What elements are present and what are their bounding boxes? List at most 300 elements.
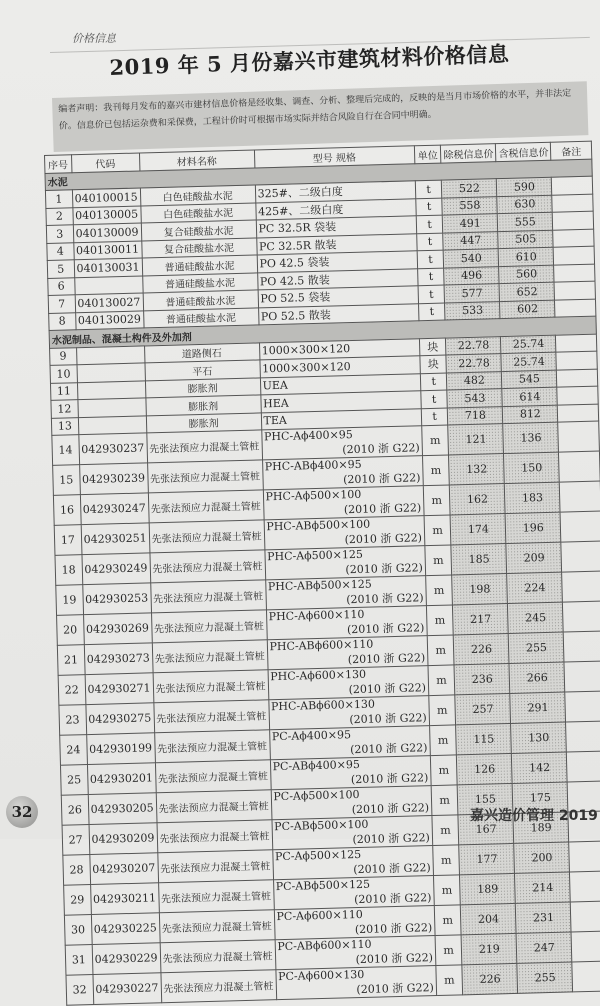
row-no: 7 — [48, 295, 75, 313]
row-price-inc-tax: 130 — [511, 722, 567, 753]
row-name: 先张法预应力混凝土管桩 — [150, 580, 266, 613]
col-name: 材料名称 — [139, 150, 254, 171]
row-note — [571, 931, 600, 962]
group-title: 水泥 — [45, 159, 592, 191]
spec-model: PC 32.5R 散装 — [258, 238, 337, 254]
row-name: 白色硅酸盐水泥 — [140, 202, 255, 223]
spec-model: PO 42.5 袋装 — [259, 255, 330, 271]
row-price-inc-tax: 266 — [509, 662, 565, 693]
spec-standard: (2010 浙 G22) — [352, 831, 431, 847]
row-note — [552, 194, 593, 213]
row-spec — [266, 606, 427, 640]
row-code: 040130011 — [73, 240, 141, 259]
spec-standard: (2010 浙 G22) — [345, 561, 423, 577]
row-code: 042930207 — [89, 853, 158, 885]
spec-standard: (2010 浙 G22) — [346, 591, 424, 607]
row-price-inc-tax: 555 — [498, 212, 553, 231]
row-unit: t — [417, 268, 444, 286]
row-unit: m — [432, 815, 459, 846]
row-no: 31 — [65, 945, 92, 976]
row-no: 13 — [51, 417, 78, 435]
row-price-ex-tax: 491 — [443, 214, 498, 233]
row-note — [554, 264, 595, 283]
row-name: 先张法预应力混凝土管桩 — [157, 820, 273, 853]
row-name: 普通硅酸盐水泥 — [142, 255, 257, 276]
row-no: 15 — [53, 465, 80, 496]
row-no: 23 — [59, 705, 86, 736]
row-price-ex-tax: 522 — [442, 179, 497, 198]
spec-model: PHC-Aϕ600×110 — [268, 607, 365, 624]
row-note — [564, 631, 600, 662]
row-spec — [275, 936, 436, 970]
spec-model: PC-ABϕ600×110 — [277, 937, 372, 954]
row-note — [561, 541, 600, 572]
row-spec — [271, 786, 432, 820]
row-no: 17 — [54, 525, 81, 556]
row-code: 040130009 — [73, 223, 141, 242]
row-name: 先张法预应力混凝土管桩 — [157, 850, 273, 883]
row-unit: m — [431, 785, 458, 816]
row-spec — [262, 456, 423, 490]
spec-standard: (2010 浙 G22) — [354, 921, 433, 937]
row-note — [557, 386, 598, 405]
row-name: 膨胀剂 — [145, 395, 260, 416]
row-price-inc-tax: 812 — [503, 405, 558, 424]
row-price-inc-tax: 560 — [499, 265, 554, 284]
row-price-ex-tax: 482 — [447, 371, 502, 390]
row-name: 普通硅酸盐水泥 — [143, 307, 258, 328]
row-price-ex-tax: 533 — [445, 301, 500, 320]
row-spec — [261, 426, 422, 460]
row-code: 040130027 — [75, 293, 143, 312]
spec-standard: (2010 浙 G22) — [349, 711, 427, 727]
row-no: 1 — [45, 190, 72, 208]
row-code: 040130005 — [72, 205, 140, 224]
row-unit: t — [421, 408, 448, 426]
row-code: 042930251 — [81, 523, 150, 555]
spec-model: PC-ABϕ500×125 — [275, 877, 371, 894]
row-no: 16 — [53, 495, 80, 526]
group-title: 水泥制品、混凝土构件及外加剂 — [49, 316, 596, 348]
row-price-ex-tax: 558 — [442, 196, 497, 215]
spec-model: PHC-ABϕ400×95 — [264, 457, 362, 474]
row-price-inc-tax: 590 — [497, 177, 552, 196]
spec-standard: (2010 浙 G22) — [347, 651, 426, 667]
row-note — [559, 451, 600, 482]
row-no: 4 — [47, 242, 74, 260]
spec-standard: (2010 浙 G22) — [342, 441, 420, 457]
row-name: 先张法预应力混凝土管桩 — [153, 700, 269, 733]
row-unit: t — [415, 180, 442, 198]
row-unit: m — [422, 425, 449, 456]
page-title: 2019 年 5 月份嘉兴市建筑材料价格信息 — [109, 41, 510, 81]
row-note — [553, 211, 594, 230]
row-name: 先张法预应力混凝土管桩 — [152, 640, 268, 673]
row-name: 先张法预应力混凝土管桩 — [153, 670, 269, 703]
row-price-inc-tax: 214 — [515, 872, 571, 903]
editor-notice: 编者声明：我刊每月发布的嘉兴市建材信息价格是经收集、调查、分析、整理后完成的，反映的是当月市场价格的水平，并非法定价。信息价已包括运杂费和采保费，工程计价时可根据市场实际并结合风险自行在合同中明确。 — [52, 81, 588, 152]
row-code: 042930225 — [91, 913, 160, 945]
row-price-ex-tax: 226 — [454, 634, 510, 665]
row-price-inc-tax: 610 — [499, 247, 554, 266]
row-note — [553, 229, 594, 248]
price-table-container — [44, 141, 600, 1006]
spec-standard: (2010 浙 G22) — [353, 861, 431, 877]
row-price-inc-tax: 291 — [510, 692, 566, 723]
col-spec: 型号 规格 — [254, 146, 415, 168]
row-price-ex-tax: 155 — [458, 783, 514, 814]
row-note — [555, 299, 596, 318]
spec-model: PC 32.5R 袋装 — [258, 220, 337, 236]
row-spec — [264, 546, 425, 580]
col-unit: 单位 — [414, 145, 441, 163]
row-no: 30 — [64, 915, 91, 946]
spec-model: PHC-Aϕ600×130 — [270, 667, 367, 684]
row-note — [558, 404, 599, 423]
row-unit: t — [417, 250, 444, 268]
row-unit: m — [433, 875, 460, 906]
row-unit: m — [435, 935, 462, 966]
row-price-inc-tax: 189 — [513, 812, 569, 843]
col-price-ex-tax: 除税信息价 — [441, 144, 496, 163]
row-code: 042930253 — [82, 583, 151, 615]
row-price-ex-tax: 257 — [455, 693, 511, 724]
row-unit: t — [416, 198, 443, 216]
row-unit: m — [423, 485, 450, 516]
row-name: 先张法预应力混凝土管桩 — [149, 550, 265, 583]
row-spec — [269, 726, 430, 760]
spec-model: PC-Aϕ600×110 — [276, 907, 363, 924]
spec-standard: (2010 浙 G22) — [348, 681, 427, 697]
spec-standard: (2010 浙 G22) — [350, 741, 428, 757]
row-unit: t — [416, 215, 443, 233]
row-code: 040130031 — [74, 258, 142, 277]
row-price-inc-tax: 245 — [508, 602, 564, 633]
row-price-ex-tax: 22.78 — [446, 354, 501, 373]
row-price-ex-tax: 204 — [461, 903, 517, 934]
row-code: 042930209 — [89, 823, 158, 855]
row-note — [556, 351, 597, 370]
row-no: 25 — [60, 765, 87, 796]
row-price-inc-tax: 247 — [516, 932, 572, 963]
row-price-inc-tax: 196 — [505, 512, 561, 543]
row-no: 11 — [50, 382, 77, 400]
row-unit: m — [429, 725, 456, 756]
row-price-ex-tax: 447 — [443, 231, 498, 250]
row-unit: t — [417, 233, 444, 251]
page-number: 32 — [6, 796, 38, 828]
row-no: 26 — [61, 795, 88, 826]
row-unit: t — [418, 303, 445, 321]
row-price-ex-tax: 543 — [447, 389, 502, 408]
row-note — [560, 481, 600, 512]
spec-model: UEA — [262, 378, 289, 393]
row-price-inc-tax: 602 — [500, 300, 555, 319]
row-code — [77, 363, 145, 382]
row-price-inc-tax: 150 — [504, 452, 560, 483]
row-unit: 块 — [419, 338, 446, 356]
spec-standard: (2010 浙 G22) — [350, 771, 429, 787]
row-price-inc-tax: 142 — [512, 752, 568, 783]
row-note — [557, 369, 598, 388]
row-unit: t — [420, 373, 447, 391]
row-unit: m — [436, 965, 463, 996]
row-no: 9 — [50, 347, 77, 365]
row-price-ex-tax: 115 — [456, 723, 512, 754]
row-note — [570, 871, 600, 902]
row-name: 复合硅酸盐水泥 — [141, 237, 256, 258]
row-name: 复合硅酸盐水泥 — [141, 220, 256, 241]
row-no: 22 — [58, 675, 85, 706]
row-price-ex-tax: 22.78 — [446, 336, 501, 355]
row-price-inc-tax: 224 — [507, 572, 563, 603]
row-unit: m — [422, 455, 449, 486]
row-code: 042930201 — [87, 763, 156, 795]
row-no: 18 — [55, 555, 82, 586]
row-note — [552, 176, 593, 195]
spec-standard: (2010 浙 G22) — [353, 891, 432, 907]
row-code: 042930239 — [79, 463, 148, 495]
row-price-ex-tax: 185 — [451, 544, 507, 575]
spec-model: PHC-ABϕ600×110 — [269, 637, 374, 654]
row-name: 膨胀剂 — [145, 377, 260, 398]
row-no: 6 — [48, 277, 75, 295]
row-price-inc-tax: 231 — [516, 902, 572, 933]
spec-model: PC-Aϕ400×95 — [271, 728, 352, 744]
row-unit: m — [434, 905, 461, 936]
price-table — [44, 141, 600, 1006]
row-unit: m — [425, 545, 452, 576]
spec-model: PHC-ABϕ600×130 — [270, 697, 376, 714]
row-unit: m — [427, 635, 454, 666]
row-price-ex-tax: 198 — [452, 574, 508, 605]
row-note — [571, 901, 600, 932]
row-name: 先张法预应力混凝土管桩 — [148, 490, 264, 523]
row-price-inc-tax: 545 — [502, 370, 557, 389]
row-code — [74, 275, 142, 294]
row-name: 先张法预应力混凝土管桩 — [155, 760, 271, 793]
row-code: 042930273 — [84, 643, 153, 675]
spec-model: PO 52.5 散装 — [260, 308, 331, 324]
row-code: 042930199 — [86, 733, 155, 765]
spec-standard: (2010 浙 G22) — [346, 621, 425, 637]
col-code: 代码 — [71, 153, 139, 172]
spec-standard: (2010 浙 G22) — [344, 531, 423, 547]
row-price-ex-tax: 226 — [462, 963, 518, 994]
spec-model: PO 42.5 散装 — [259, 273, 330, 289]
row-price-ex-tax: 540 — [444, 249, 499, 268]
spec-model: PHC-Aϕ500×125 — [266, 547, 364, 564]
row-name: 先张法预应力混凝土管桩 — [146, 430, 262, 463]
row-code — [77, 398, 145, 417]
row-price-inc-tax: 136 — [503, 422, 559, 453]
row-name: 先张法预应力混凝土管桩 — [149, 520, 265, 553]
row-spec — [272, 816, 433, 850]
row-unit: m — [424, 515, 451, 546]
row-price-inc-tax: 255 — [517, 962, 573, 993]
row-price-inc-tax: 505 — [498, 230, 553, 249]
row-spec — [267, 636, 428, 670]
spec-model: 1000×300×120 — [261, 342, 351, 358]
row-name: 普通硅酸盐水泥 — [142, 272, 257, 293]
row-note — [563, 601, 600, 632]
row-no: 21 — [57, 645, 84, 676]
row-price-inc-tax: 614 — [502, 387, 557, 406]
row-spec — [265, 576, 426, 610]
row-unit: m — [428, 665, 455, 696]
row-code: 040100015 — [72, 188, 140, 207]
spec-model: PC-Aϕ500×125 — [274, 847, 362, 864]
spec-model: HEA — [262, 396, 289, 411]
spec-standard: (2010 浙 G22) — [342, 471, 421, 487]
row-name: 先张法预应力混凝土管桩 — [158, 880, 274, 913]
row-code: 042930211 — [90, 883, 159, 915]
row-unit: t — [421, 390, 448, 408]
row-no: 12 — [51, 400, 78, 418]
row-name: 道路侧石 — [144, 342, 259, 363]
row-price-ex-tax: 189 — [460, 873, 516, 904]
row-price-ex-tax: 167 — [458, 813, 514, 844]
row-note — [572, 961, 600, 992]
row-code — [78, 415, 146, 434]
row-no: 3 — [46, 225, 73, 243]
row-spec — [270, 756, 431, 790]
row-note — [566, 721, 600, 752]
spec-standard: (2010 浙 G22) — [343, 501, 422, 517]
row-no: 19 — [56, 585, 83, 616]
spec-model: PHC-Aϕ400×95 — [263, 428, 353, 444]
row-unit: t — [418, 285, 445, 303]
row-no: 24 — [60, 735, 87, 766]
row-note — [569, 841, 600, 872]
row-note — [556, 334, 597, 353]
row-code — [77, 380, 145, 399]
row-spec — [275, 966, 436, 1000]
col-no: 序号 — [45, 155, 72, 173]
spec-model: PHC-ABϕ500×125 — [267, 577, 372, 594]
row-name: 先张法预应力混凝土管桩 — [160, 970, 276, 1003]
row-name: 先张法预应力混凝土管桩 — [160, 940, 276, 973]
row-price-inc-tax: 25.74 — [501, 352, 556, 371]
row-unit: m — [426, 575, 453, 606]
row-price-ex-tax: 577 — [444, 284, 499, 303]
row-price-ex-tax: 162 — [450, 484, 506, 515]
row-code: 042930237 — [78, 433, 147, 465]
row-name: 先张法预应力混凝土管桩 — [151, 610, 267, 643]
row-name: 白色硅酸盐水泥 — [140, 185, 255, 206]
row-code: 042930247 — [80, 493, 149, 525]
spec-model: 425#、二级白度 — [257, 202, 344, 219]
col-note: 备注 — [551, 141, 592, 160]
row-no: 32 — [66, 975, 93, 1006]
row-price-inc-tax: 25.74 — [501, 335, 556, 354]
row-price-ex-tax: 496 — [444, 266, 499, 285]
row-price-ex-tax: 126 — [457, 753, 513, 784]
row-note — [560, 511, 600, 542]
spec-model: PC-Aϕ600×130 — [277, 967, 365, 984]
row-name: 先张法预应力混凝土管桩 — [156, 790, 272, 823]
row-code: 042930229 — [92, 943, 161, 975]
row-price-inc-tax: 183 — [505, 482, 561, 513]
row-code: 042930271 — [85, 673, 154, 705]
row-price-inc-tax: 652 — [499, 282, 554, 301]
spec-model: PC-ABϕ400×95 — [272, 757, 361, 774]
spec-model: PHC-ABϕ500×100 — [266, 517, 371, 534]
row-no: 14 — [52, 435, 79, 466]
row-no: 20 — [57, 615, 84, 646]
row-spec — [268, 666, 429, 700]
spec-model: PHC-Aϕ500×100 — [265, 487, 362, 504]
row-spec — [274, 906, 435, 940]
row-unit: m — [429, 695, 456, 726]
row-no: 28 — [63, 855, 90, 886]
spec-model: PO 52.5 袋装 — [260, 290, 331, 306]
spec-standard: (2010 浙 G22) — [355, 951, 434, 967]
row-price-ex-tax: 217 — [453, 604, 509, 635]
row-no: 5 — [47, 260, 74, 278]
spec-model: PC-ABϕ500×100 — [274, 817, 369, 834]
row-note — [554, 281, 595, 300]
row-price-ex-tax: 121 — [448, 424, 504, 455]
col-price-inc-tax: 含税信息价 — [496, 142, 551, 161]
row-code: 040130029 — [75, 310, 143, 329]
publication-footer: 嘉兴造价管理 2019 — [470, 808, 598, 824]
row-code: 042930227 — [93, 973, 162, 1005]
row-spec — [273, 876, 434, 910]
row-price-ex-tax: 236 — [454, 663, 510, 694]
row-note — [564, 661, 600, 692]
spec-model: 325#、二级白度 — [257, 185, 344, 201]
row-price-inc-tax: 209 — [506, 542, 562, 573]
spec-model: TEA — [263, 413, 288, 428]
row-name: 膨胀剂 — [146, 412, 261, 433]
row-name: 先张法预应力混凝土管桩 — [159, 910, 275, 943]
row-name: 先张法预应力混凝土管桩 — [147, 460, 263, 493]
row-spec — [264, 516, 425, 550]
row-spec — [263, 486, 424, 520]
row-price-inc-tax: 200 — [514, 842, 570, 873]
row-note — [567, 751, 600, 782]
table-body — [45, 159, 600, 1006]
row-code — [76, 345, 144, 364]
row-unit: m — [433, 845, 460, 876]
row-no: 29 — [64, 885, 91, 916]
row-price-inc-tax: 630 — [497, 195, 552, 214]
row-code: 042930269 — [83, 613, 152, 645]
row-code: 042930205 — [88, 793, 157, 825]
spec-model: 1000×300×120 — [262, 359, 351, 376]
row-price-ex-tax: 132 — [449, 454, 505, 485]
row-no: 2 — [46, 207, 73, 225]
row-price-inc-tax: 175 — [513, 782, 569, 813]
row-unit: m — [426, 605, 453, 636]
spec-model: PC-Aϕ500×100 — [273, 787, 360, 804]
row-name: 普通硅酸盐水泥 — [143, 290, 258, 311]
row-name: 先张法预应力混凝土管桩 — [154, 730, 270, 763]
row-note — [562, 571, 600, 602]
row-spec — [272, 846, 433, 880]
spec-standard: (2010 浙 G22) — [351, 801, 430, 817]
row-no: 27 — [62, 825, 89, 856]
section-tag: 价格信息 — [72, 32, 116, 45]
row-price-ex-tax: 174 — [450, 514, 506, 545]
row-price-ex-tax: 177 — [459, 843, 515, 874]
row-no: 8 — [49, 312, 76, 330]
row-spec — [268, 696, 429, 730]
row-code: 042930249 — [82, 553, 151, 585]
row-price-inc-tax: 255 — [509, 632, 565, 663]
row-unit: m — [430, 755, 457, 786]
